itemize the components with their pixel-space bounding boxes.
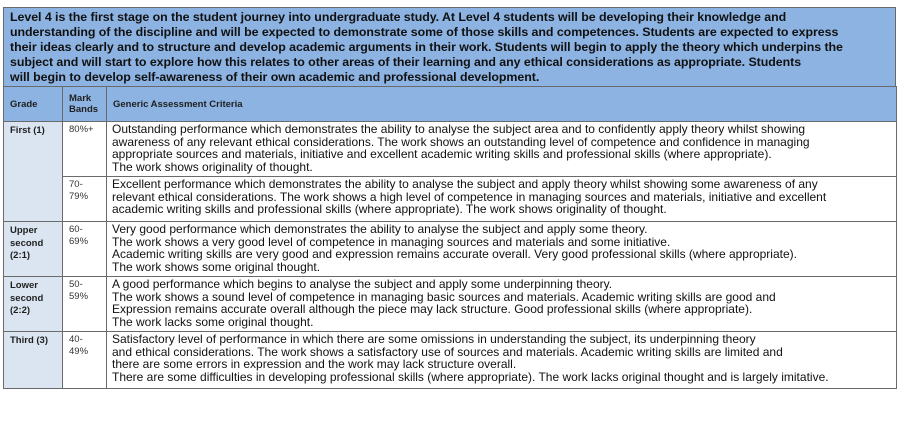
intro-line: Level 4 is the first stage on the student journey into undergraduate study. At Level 4 students will be developing their knowledge and	[10, 10, 787, 24]
grade-cell: Lower second (2:2)	[4, 277, 63, 332]
mark-band-cell: 40-49%	[63, 332, 107, 389]
criteria-line: awareness of any relevant ethical considerations. The work shows an outstanding level of competence and confidence in managing	[112, 134, 810, 149]
intro-line: will begin to develop self-awareness of their own academic and professional development.	[10, 70, 540, 84]
criteria-cell	[107, 277, 897, 332]
criteria-line: Satisfactory level of performance in which there are some omissions in understanding the subject, its underpinning theory	[112, 332, 756, 346]
header-grade: Grade	[4, 87, 63, 122]
criteria-line: The work shows a very good level of competence in managing sources and materials and some initiative.	[112, 234, 671, 249]
criteria-line: Academic writing skills are very good and expression remains accurate overall. Very good professional skills (where appropriate).	[112, 247, 797, 262]
criteria-line: academic writing skills and professional skills (where appropriate). The work shows originality of thought.	[112, 202, 667, 217]
grade-cell: First (1)	[4, 122, 63, 222]
criteria-cell	[107, 332, 897, 389]
mark-band-cell: 80%+	[63, 122, 107, 177]
criteria-line: The work shows a sound level of competence in managing basic sources and materials. Academic writing skills are good and	[112, 289, 776, 304]
assessment-criteria-document	[3, 7, 896, 389]
table-header-row	[4, 87, 897, 122]
intro-line: understanding of the discipline and will be expected to demonstrate some of those skills and competences. Students are expected to express	[10, 25, 839, 39]
criteria-cell	[107, 222, 897, 277]
table-row	[4, 122, 897, 177]
criteria-line: Excellent performance which demonstrates the ability to analyse the subject and apply theory whilst showing some awareness of any	[112, 177, 818, 191]
criteria-line: Very good performance which demonstrates the ability to analyse the subject and apply some theory.	[112, 222, 648, 236]
criteria-line: There are some difficulties in developing professional skills (where appropriate). The work lacks original thought and is largely imitative.	[112, 369, 829, 384]
criteria-cell	[107, 122, 897, 177]
header-mark-bands: Mark Bands	[63, 87, 107, 122]
criteria-line: relevant ethical considerations. The work shows a high level of competence in managing sources and materials, initiative and excellent	[112, 189, 827, 204]
mark-band-cell: 70-79%	[63, 177, 107, 222]
intro-line: subject and will start to explore how this relates to other areas of their learning and any ethical considerations as appropriate. Students	[10, 55, 802, 69]
table-row	[4, 222, 897, 277]
grade-cell: Third (3)	[4, 332, 63, 389]
table-row	[4, 277, 897, 332]
criteria-line: A good performance which begins to analyse the subject and apply some underpinning theory.	[112, 277, 613, 291]
criteria-line: appropriate sources and materials, initiative and excellent academic writing skills and professional skills (where appropriate).	[112, 147, 772, 162]
assessment-table	[3, 86, 897, 389]
criteria-line: Expression remains accurate overall although the piece may lack structure. Good professional skills (where appropriate).	[112, 302, 753, 317]
criteria-line: The work shows some original thought.	[112, 259, 321, 274]
header-criteria: Generic Assessment Criteria	[107, 87, 897, 122]
table-row	[4, 332, 897, 389]
mark-band-cell: 60-69%	[63, 222, 107, 277]
criteria-cell	[107, 177, 897, 222]
mark-band-cell: 50-59%	[63, 277, 107, 332]
table-row	[4, 177, 897, 222]
criteria-line: there are some errors in expression and the work may lack structure overall.	[112, 357, 517, 372]
level-4-intro	[3, 7, 896, 86]
criteria-line: and ethical considerations. The work shows a satisfactory use of sources and materials. Academic writing skills are limited and	[112, 344, 783, 359]
grade-cell: Upper second (2:1)	[4, 222, 63, 277]
criteria-line: The work lacks some original thought.	[112, 314, 314, 329]
criteria-line: Outstanding performance which demonstrates the ability to analyse the subject area and to confidently apply theory whilst showing	[112, 122, 806, 136]
criteria-line: The work shows originality of thought.	[112, 159, 313, 174]
intro-line: their ideas clearly and to structure and develop academic arguments in their work. Students will begin to apply the theory which underpins the	[10, 40, 843, 54]
